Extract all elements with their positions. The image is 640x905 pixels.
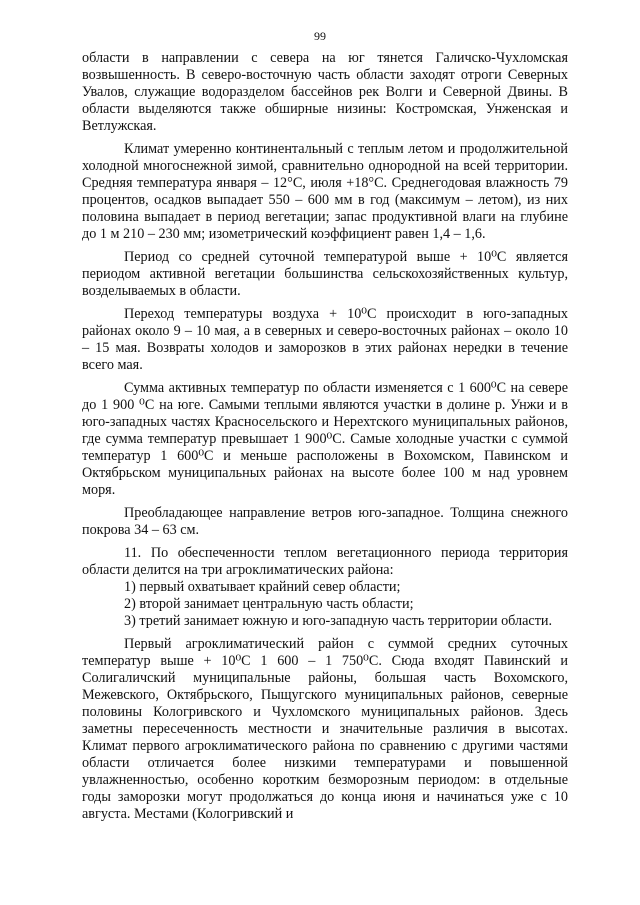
list-item-zone-3: 3) третий занимает южную и юго-западную часть территории области. <box>124 613 553 629</box>
paragraph-temperature-transition: Переход температуры воздуха + 10⁰С происходит в юго-западных районах около 9 – 10 мая, а в северных и северо-восточных районах – около 10 – 15 мая. Возвраты холодов и заморозков в этих районах нередки в течение всего мая. <box>82 306 568 373</box>
paragraph-climate: Климат умеренно континентальный с теплым летом и продолжительной холодной многоснежной зимой, сравнительно однородной на всей территории. Средняя температура января – 12°С, июля +18°С. Среднегодовая влажность 79 процентов, осадков выпадает 550 – 600 мм в год (максимум – летом), из них половина выпадает в период вегетации; запас продуктивной влаги на глубине до 1 м 210 – 230 мм; изометрический коэффициент равен 1,4 – 1,6. <box>82 141 568 242</box>
paragraph-first-zone: Первый агроклиматический район с суммой средних суточных температур выше + 10⁰С 1 600 – 1 750⁰С. Сюда входят Павинский и Солигаличский муниципальные районы, большая часть Вохомского, Межевского, Октябрьского, Пыщугского муниципальных районов, северные половины Кологривского и Чухломского муниципальных районов. Здесь заметны пересеченность местности и значительные различия в высотах. Климат первого агроклиматического района по сравнению с другими частями области отличается более низкими температурами и повышенной увлажненностью, особенно коротким безморозным периодом: в отдельные годы заморозки могут продолжаться до конца июня и начинаться уже с 10 августа. Местами (Кологривский и <box>82 636 568 822</box>
page-number: 99 <box>314 29 326 43</box>
list-item-zone-2: 2) второй занимает центральную часть области; <box>124 596 414 612</box>
paragraph-active-temperatures: Сумма активных температур по области изменяется с 1 600⁰С на севере до 1 900 ⁰С на юге. Самыми теплыми являются участки в долине р. Унжи и в юго-западных частях Красносельского и Нерехтского муниципальных районов, где сумма температур превышает 1 900⁰С. Самые холодные участки с суммой температур 1 600⁰С и меньше расположены в Вохомском, Павинском и Октябрьском муниципальных районах на высоте более 100 м над уровнем моря. <box>82 380 568 498</box>
paragraph-agroclimatic-zones: 11. По обеспеченности теплом вегетационного периода территория области делится на три агроклиматических района: <box>82 545 568 578</box>
paragraph-relief: области в направлении с севера на юг тянется Галичско-Чухломская возвышенность. В северо-восточную часть области заходят отроги Северных Увалов, служащие водоразделом бассейнов рек Волги и Северной Двины. В области выделяются также обширные низины: Костромская, Унженская и Ветлужская. <box>82 50 568 134</box>
paragraph-winds-snow: Преобладающее направление ветров юго-западное. Толщина снежного покрова 34 – 63 см. <box>82 505 568 538</box>
page-body <box>82 50 568 823</box>
list-item-zone-1: 1) первый охватывает крайний север области; <box>124 579 401 595</box>
paragraph-vegetation-period: Период со средней суточной температурой выше + 10⁰С является периодом активной вегетации большинства сельскохозяйственных культур, возделываемых в области. <box>82 249 568 299</box>
